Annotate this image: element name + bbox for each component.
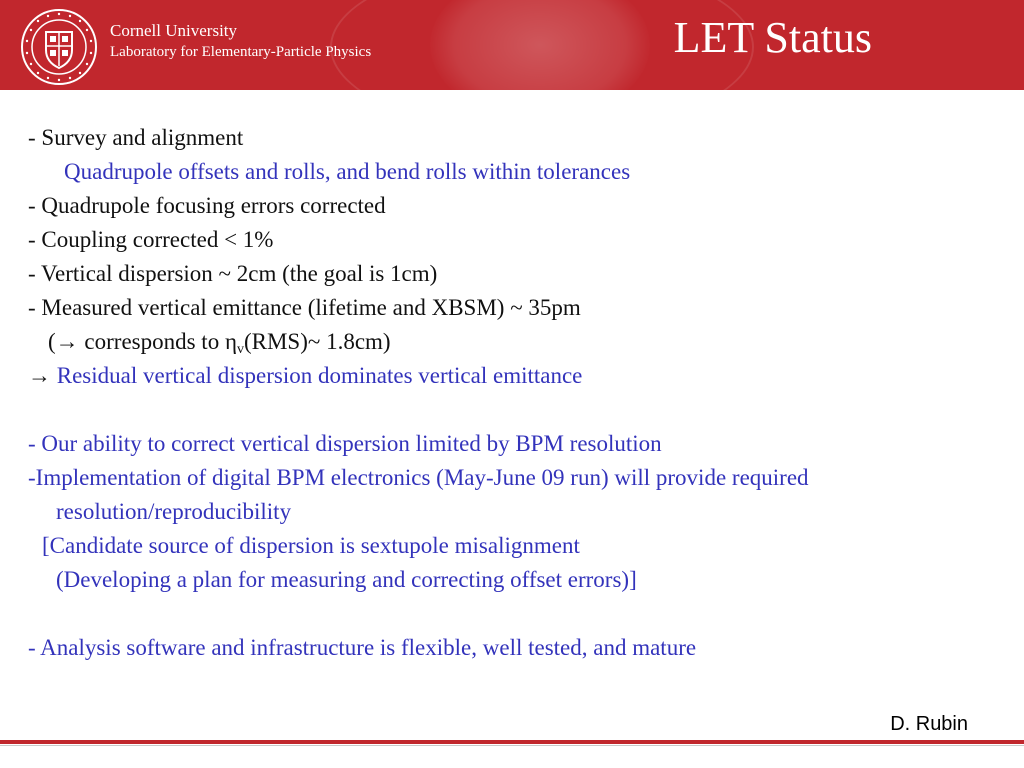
bullet-coupling: - Coupling corrected < 1% (28, 227, 274, 252)
laboratory-name: Laboratory for Elementary-Particle Physics (110, 44, 372, 60)
eta-symbol: η (224, 329, 237, 354)
bullet-bpm-resolution: - Our ability to correct vertical dispersion limited by BPM resolution (28, 431, 662, 456)
header-banner (0, 0, 1024, 90)
bullet-digital-bpm: -Implementation of digital BPM electronics (May-June 09 run) will provide required (28, 465, 809, 490)
bullet-analysis-software: - Analysis software and infrastructure is flexible, well tested, and mature (28, 635, 697, 660)
bullet-digital-bpm-cont: resolution/reproducibility (56, 499, 292, 524)
footer-divider-shadow (0, 745, 1024, 746)
slide-title: LET Status (673, 13, 872, 62)
spacer (28, 393, 1008, 427)
bullet-vertical-dispersion: - Vertical dispersion ~ 2cm (the goal is 1cm) (28, 261, 438, 286)
arrow-right-icon: → (28, 363, 51, 388)
open-paren: ( (48, 329, 56, 354)
bullet-corresponds (28, 325, 1008, 359)
bullet-sextupole: [Candidate source of dispersion is sextupole misalignment (42, 533, 580, 558)
author-name: D. Rubin (890, 713, 968, 735)
slide-body (28, 121, 1008, 665)
arrow-right-icon: → (55, 329, 79, 354)
bullet-residual-dispersion (28, 359, 1008, 393)
bullet-survey-detail: Quadrupole offsets and rolls, and bend rolls within tolerances (64, 159, 631, 184)
bullet-quadrupole-focusing: - Quadrupole focusing errors corrected (28, 193, 386, 218)
rms-text: (RMS)~ 1.8cm) (243, 329, 391, 354)
corresponds-text: corresponds to (78, 329, 225, 354)
medallion-watermark (430, 0, 650, 90)
spacer (28, 597, 1008, 631)
residual-text: Residual vertical dispersion dominates vertical emittance (51, 363, 583, 388)
bullet-survey: - Survey and alignment (28, 125, 244, 150)
bullet-measured-emittance: - Measured vertical emittance (lifetime and XBSM) ~ 35pm (28, 295, 581, 320)
university-name: Cornell University (110, 21, 238, 40)
cornell-seal-icon (20, 8, 98, 86)
footer-divider (0, 740, 1024, 744)
eta-subscript: v (236, 342, 244, 357)
bullet-offset-plan: (Developing a plan for measuring and correcting offset errors)] (56, 567, 637, 592)
